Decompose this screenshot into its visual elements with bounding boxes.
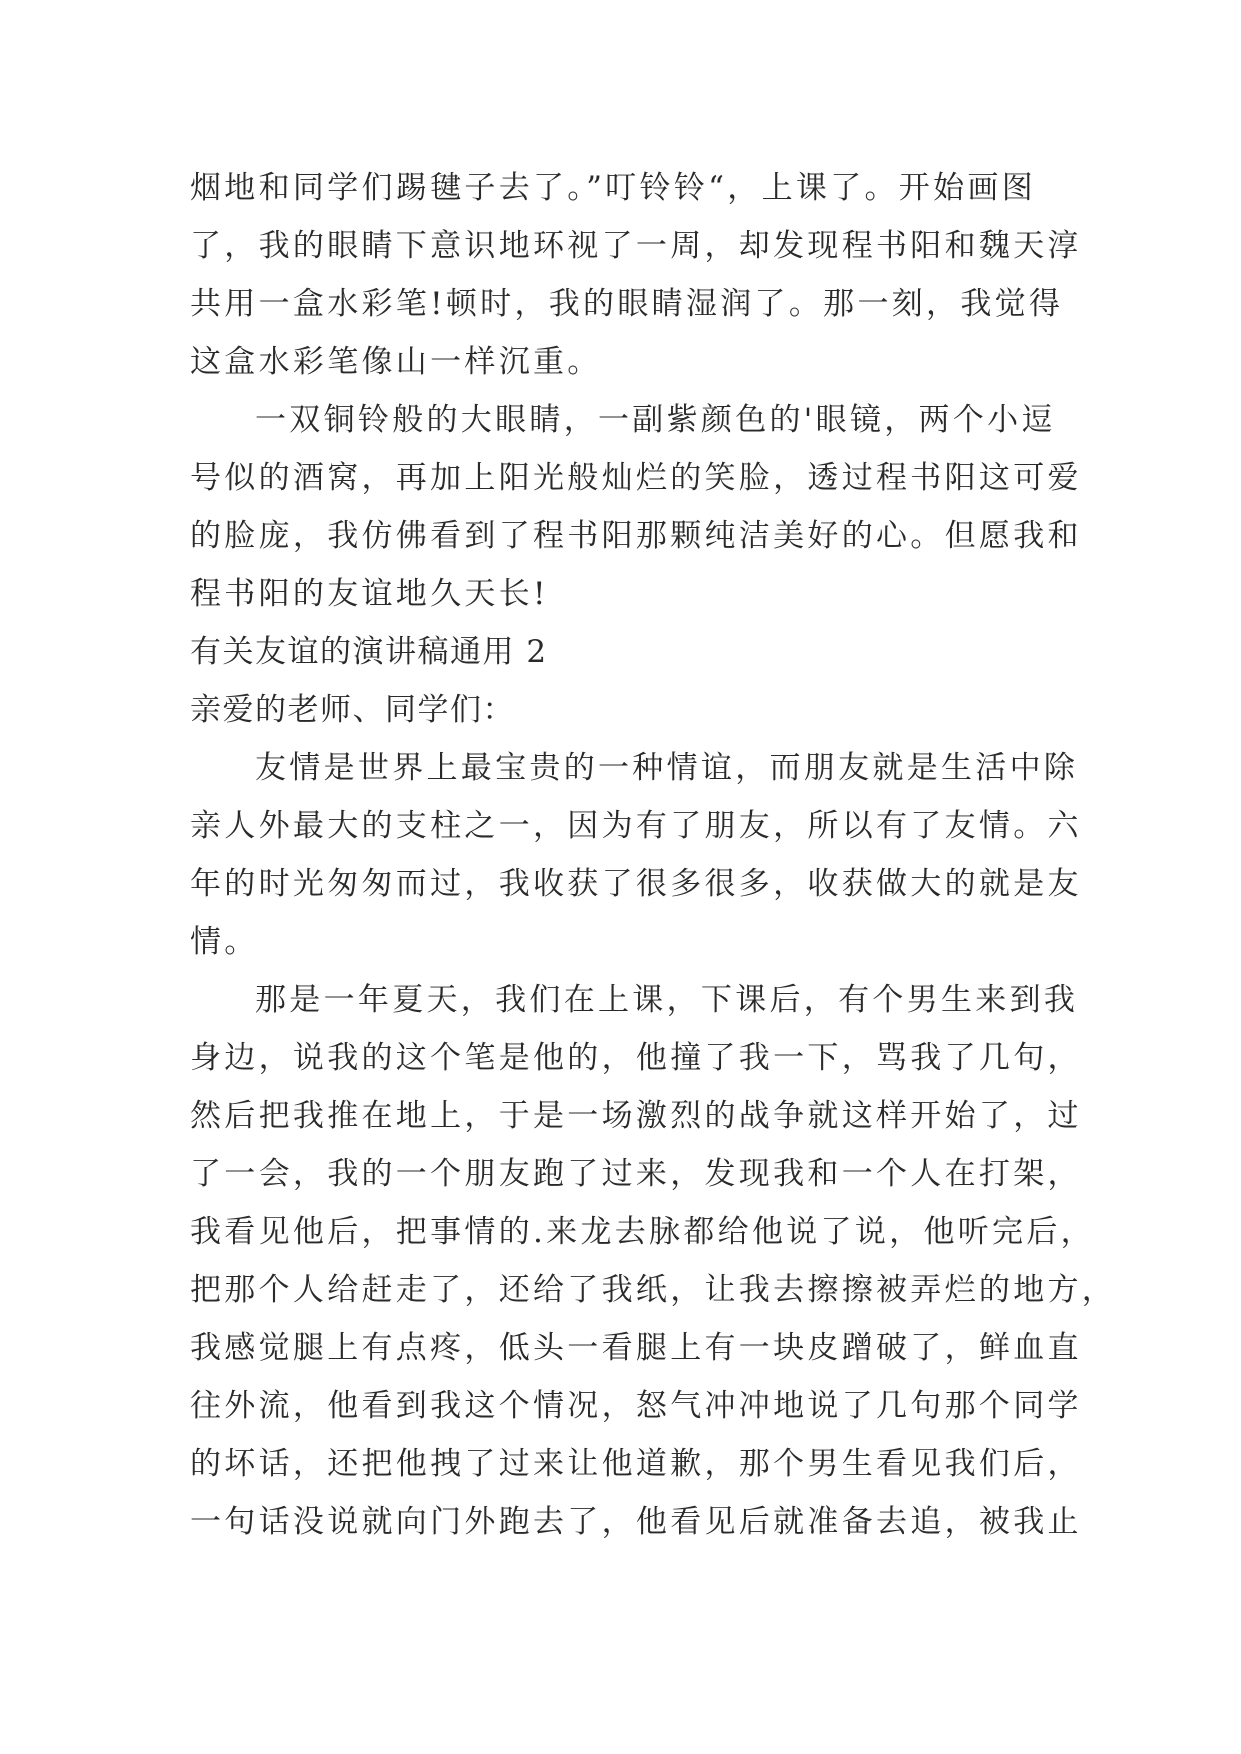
text-line: 了一会，我的一个朋友跑了过来，发现我和一个人在打架，	[190, 1156, 1082, 1192]
salutation: 亲爱的老师、同学们：	[190, 692, 515, 728]
text-line: 我看见他后，把事情的.来龙去脉都给他说了说，他听完后，	[190, 1214, 1095, 1250]
paragraph-first-line: 友情是世界上最宝贵的一种情谊，而朋友就是生活中除	[255, 750, 1079, 786]
text-line: 身边，说我的这个笔是他的，他撞了我一下，骂我了几句，	[190, 1040, 1082, 1076]
text-line: 共用一盒水彩笔!顿时，我的眼睛湿润了。那一刻，我觉得	[190, 286, 1064, 322]
text-line: 往外流，他看到我这个情况，怒气冲冲地说了几句那个同学	[190, 1388, 1082, 1424]
paragraph-first-line: 一双铜铃般的大眼睛，一副紫颜色的'眼镜，两个小逗	[255, 402, 1056, 438]
text-line: 一句话没说就向门外跑去了，他看见后就准备去追，被我止	[190, 1504, 1082, 1540]
text-line: 把那个人给赶走了，还给了我纸，让我去擦擦被弄烂的地方，	[190, 1272, 1117, 1308]
text-line: 然后把我推在地上，于是一场激烈的战争就这样开始了，过	[190, 1098, 1082, 1134]
text-line: 的脸庞，我仿佛看到了程书阳那颗纯洁美好的心。但愿我和	[190, 518, 1082, 554]
paragraph-first-line: 那是一年夏天，我们在上课，下课后，有个男生来到我	[255, 982, 1079, 1018]
text-line: 这盒水彩笔像山一样沉重。	[190, 344, 602, 380]
text-line: 程书阳的友谊地久天长!	[190, 576, 549, 612]
text-line: 号似的酒窝，再加上阳光般灿烂的笑脸，透过程书阳这可爱	[190, 460, 1082, 496]
text-line: 的坏话，还把他拽了过来让他道歉，那个男生看见我们后，	[190, 1446, 1082, 1482]
text-line: 年的时光匆匆而过，我收获了很多很多，收获做大的就是友	[190, 866, 1082, 902]
text-line: 我感觉腿上有点疼，低头一看腿上有一块皮蹭破了，鲜血直	[190, 1330, 1082, 1366]
text-line: 亲人外最大的支柱之一，因为有了朋友，所以有了友情。六	[190, 808, 1082, 844]
section-heading: 有关友谊的演讲稿通用 2	[190, 634, 548, 670]
text-line: 了，我的眼睛下意识地环视了一周，却发现程书阳和魏天淳	[190, 228, 1082, 264]
text-line: 情。	[190, 924, 259, 960]
text-line: 烟地和同学们踢毽子去了。”叮铃铃“，上课了。开始画图	[190, 170, 1036, 206]
